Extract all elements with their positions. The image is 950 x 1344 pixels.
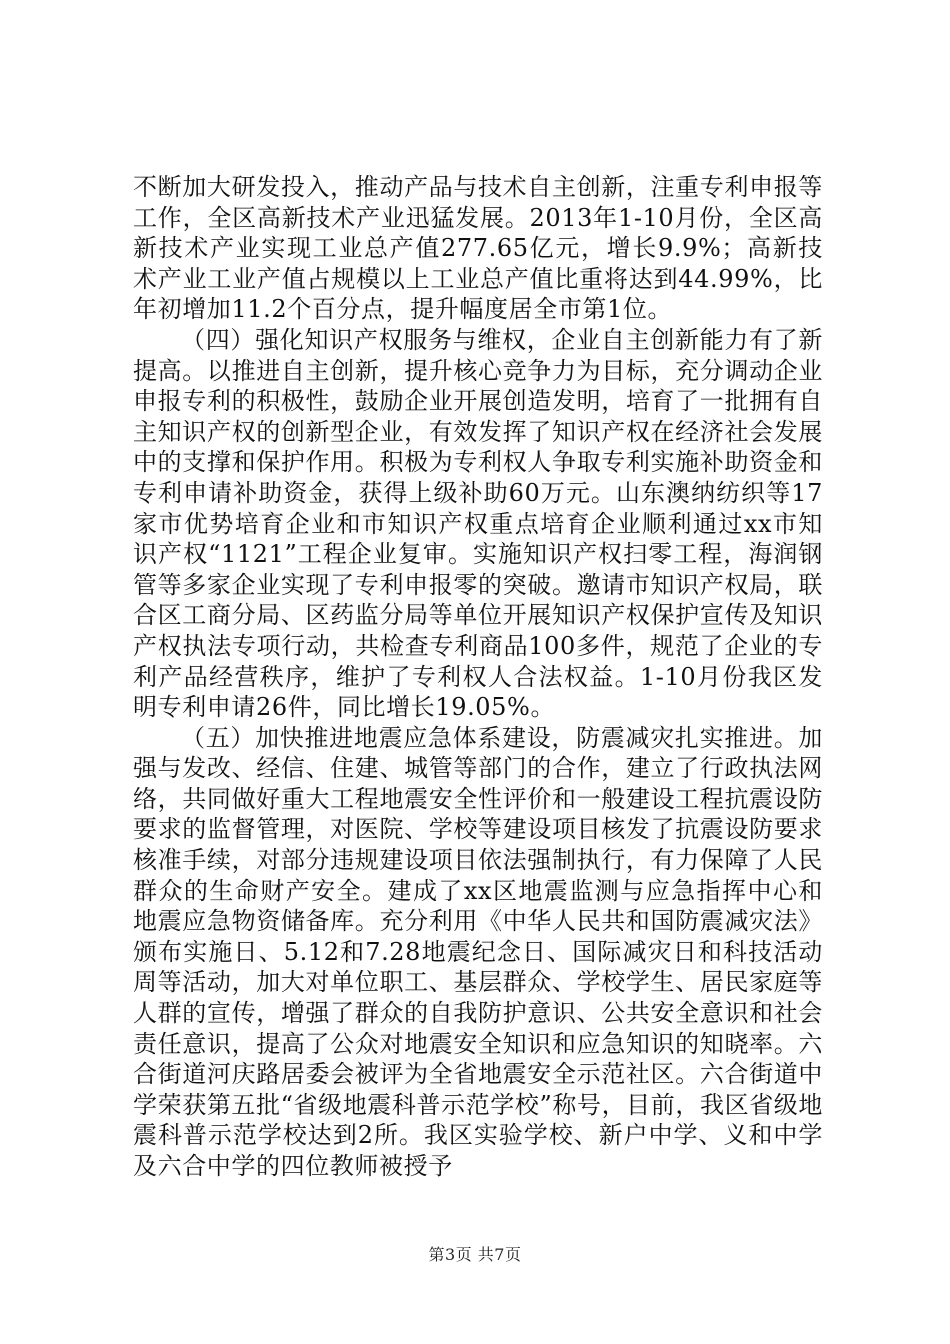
paragraph-intellectual-property: （四）强化知识产权服务与维权，企业自主创新能力有了新提高。以推进自主创新，提升核心竞争力为目标，充分调动企业申报专利的积极性，鼓励企业开展创造发明，培育了一批拥有自主知识产权的创新型企业，有效发挥了知识产权在经济社会发展中的支撑和保护作用。积极为专利权人争取专利实施补助资金和专利申请补助资金，获得上级补助60万元。山东澳纳纺织等17家市优势培育企业和市知识产权重点培育企业顺利通过xx市知识产权“1121”工程企业复审。实施知识产权扫零工程，海润钢管等多家企业实现了专利申报零的突破。邀请市知识产权局，联合区工商分局、区药监分局等单位开展知识产权保护宣传及知识产权执法专项行动，共检查专利商品100多件，规范了企业的专利产品经营秩序，维护了专利权人合法权益。1-10月份我区发明专利申请26件，同比增长19.05%。 — [133, 325, 823, 722]
page-number-label: 第3页 共7页 — [428, 1245, 522, 1264]
paragraph-continuation: 不断加大研发投入，推动产品与技术自主创新，注重专利申报等工作，全区高新技术产业迅猛发展。2013年1-10月份，全区高新技术产业实现工业总产值277.65亿元，增长9.9%；高新技术产业工业产值占规模以上工业总产值比重将达到44.99%，比年初增加11.2个百分点，提升幅度居全市第1位。 — [133, 173, 823, 324]
paragraph-earthquake-preparedness: （五）加快推进地震应急体系建设，防震减灾扎实推进。加强与发改、经信、住建、城管等部门的合作，建立了行政执法网络，共同做好重大工程地震安全性评价和一般建设工程抗震设防要求的监督管理，对医院、学校等建设项目核发了抗震设防要求核准手续，对部分违规建设项目依法强制执行，有力保障了人民群众的生命财产安全。建成了xx区地震监测与应急指挥中心和地震应急物资储备库。充分利用《中华人民共和国防震减灾法》颁布实施日、5.12和7.28地震纪念日、国际减灾日和科技活动周等活动，加大对单位职工、基层群众、学校学生、居民家庭等人群的宣传，增强了群众的自我防护意识、公共安全意识和社会责任意识，提高了公众对地震安全知识和应急知识的知晓率。六合街道河庆路居委会被评为全省地震安全示范社区。六合街道中学荣获第五批“省级地震科普示范学校”称号，目前，我区省级地震科普示范学校达到2所。我区实验学校、新户中学、义和中学及六合中学的四位教师被授予 — [133, 723, 823, 1180]
document-body — [133, 172, 823, 1182]
page-footer — [0, 1242, 950, 1265]
